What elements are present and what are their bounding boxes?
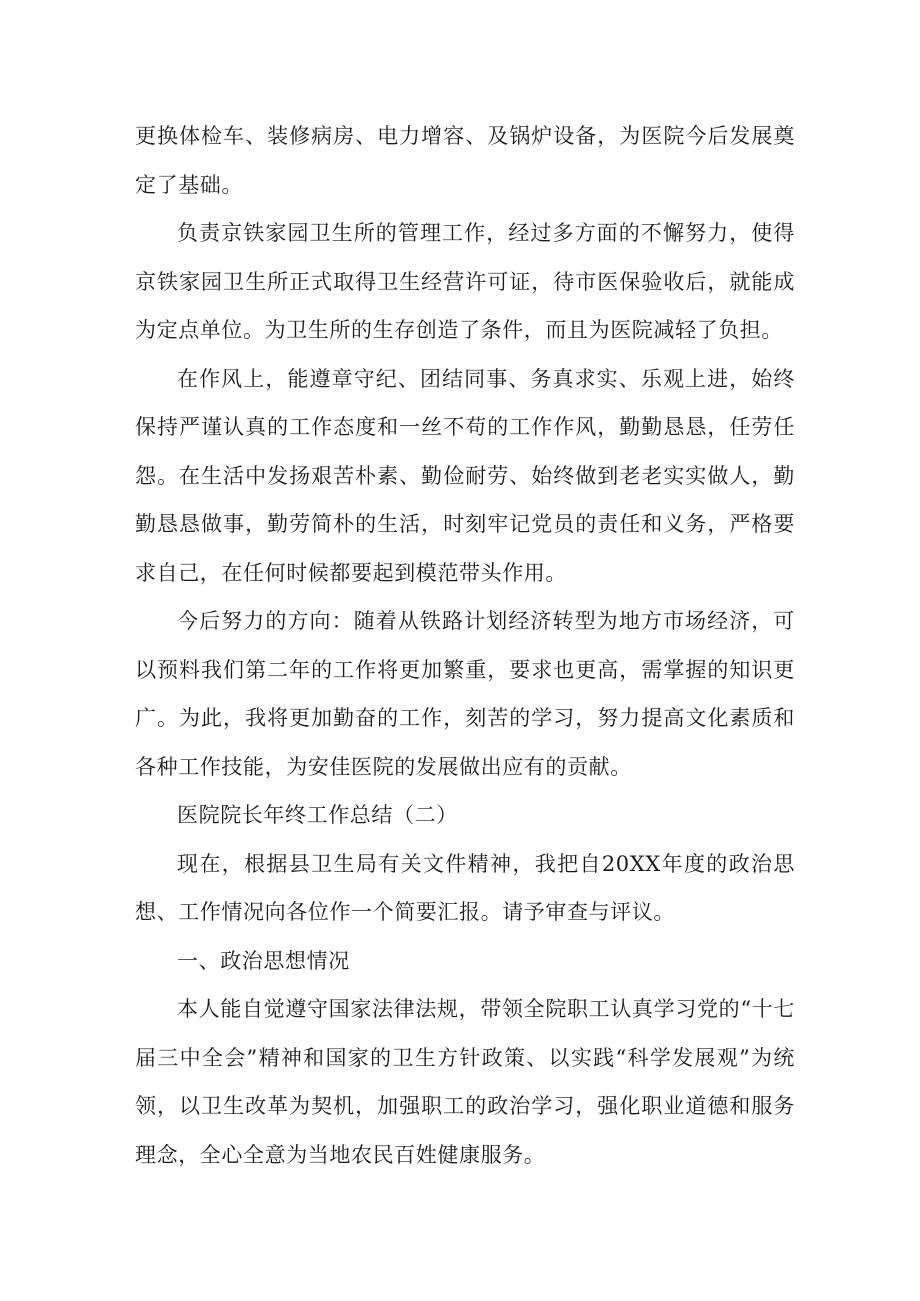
document-body: [135, 112, 795, 1179]
paragraph-political-thought: 本人能自觉遵守国家法律法规，带领全院职工认真学习党的“十七届三中全会”精神和国家的卫生方针政策、以实践“科学发展观”为统领，以卫生改革为契机，加强职工的政治学习，强化职业道德和服务理念，全心全意为当地农民百姓健康服务。: [135, 997, 795, 1167]
section-title: 医院院长年终工作总结（二）: [177, 803, 458, 827]
paragraph-continuation: 更换体检车、装修病房、电力增容、及锅炉设备，为医院今后发展奠定了基础。: [135, 124, 795, 197]
paragraph-management-work: 负责京铁家园卫生所的管理工作，经过多方面的不懈努力，使得京铁家园卫生所正式取得卫生经营许可证，待市医保验收后，就能成为定点单位。为卫生所的生存创造了条件，而且为医院减轻了负担。: [135, 221, 795, 342]
paragraph-introduction: 现在，根据县卫生局有关文件精神，我把自20XX年度的政治思想、工作情况向各位作一个简要汇报。请予审查与评议。: [135, 851, 795, 924]
paragraph-work-style: 在作风上，能遵章守纪、团结同事、务真求实、乐观上进，始终保持严谨认真的工作态度和一丝不苟的工作作风，勤勤恳恳，任劳任怨。在生活中发扬艰苦朴素、勤俭耐劳、始终做到老老实实做人，勤勤恳恳做事，勤劳简朴的生活，时刻牢记党员的责任和义务，严格要求自己，在任何时候都要起到模范带头作用。: [135, 366, 795, 585]
section-heading-political: 一、政治思想情况: [177, 948, 350, 973]
paragraph-future-direction: 今后努力的方向：随着从铁路计划经济转型为地方市场经济，可以预料我们第二年的工作将更加繁重，要求也更高，需掌握的知识更广。为此，我将更加勤奋的工作，刻苦的学习，努力提高文化素质和各种工作技能，为安佳医院的发展做出应有的贡献。: [135, 609, 795, 779]
